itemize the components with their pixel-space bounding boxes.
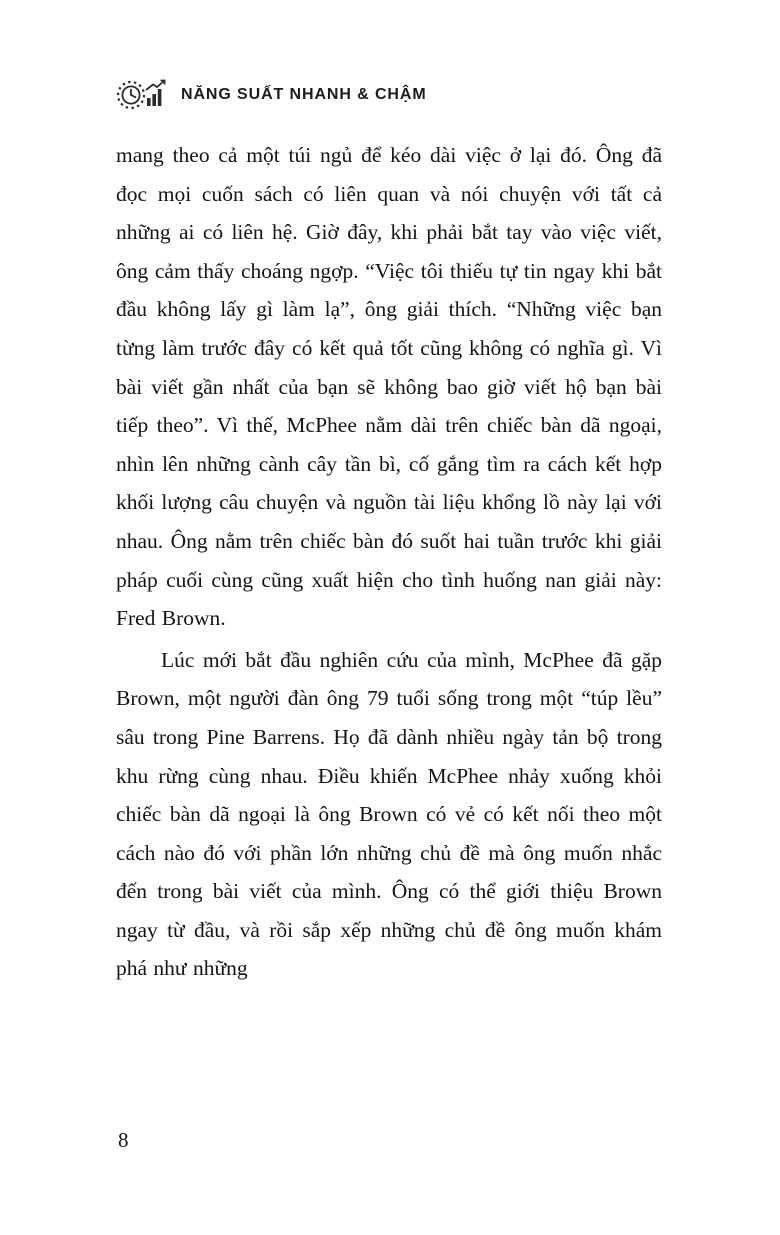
running-head-title: NĂNG SUẤT NHANH & CHẬM: [181, 86, 427, 103]
paragraph: Lúc mới bắt đầu nghiên cứu của mình, McPhee đã gặp Brown, một người đàn ông 79 tuổi sống trong một “túp lều” sâu trong Pine Barrens. Họ đã dành nhiều ngày tản bộ trong khu rừng cùng nhau. Điều khiến McPhee nhảy xuống khỏi chiếc bàn dã ngoại là ông Brown có vẻ có kết nối theo một cách nào đó với phần lớn những chủ đề mà ông muốn nhắc đến trong bài viết của mình. Ông có thể giới thiệu Brown ngay từ đầu, và rồi sắp xếp những chủ đề ông muốn khám phá như những: [116, 647, 662, 981]
page-number: 8: [118, 1128, 129, 1152]
page-header: [116, 76, 662, 112]
clock-bar-chart-logo-icon: [116, 76, 168, 112]
paragraph: mang theo cả một túi ngủ để kéo dài việc ở lại đó. Ông đã đọc mọi cuốn sách có liên quan và nói chuyện với tất cả những ai có liên hệ. Giờ đây, khi phải bắt tay vào việc viết, ông cảm thấy choáng ngợp. “Việc tôi thiếu tự tin ngay khi bắt đầu không lấy gì làm lạ”, ông giải thích. “Những việc bạn từng làm trước đây có kết quả tốt cũng không có nghĩa gì. Vì bài viết gần nhất của bạn sẽ không bao giờ viết hộ bạn bài tiếp theo”. Vì thế, McPhee nằm dài trên chiếc bàn dã ngoại, nhìn lên những cành cây tần bì, cố gắng tìm ra cách kết hợp khối lượng câu chuyện và nguồn tài liệu khổng lồ này lại với nhau. Ông nằm trên chiếc bàn đó suốt hai tuần trước khi giải pháp cuối cùng cũng xuất hiện cho tình huống nan giải này: Fred Brown.: [116, 143, 662, 631]
body-text: [116, 136, 662, 988]
